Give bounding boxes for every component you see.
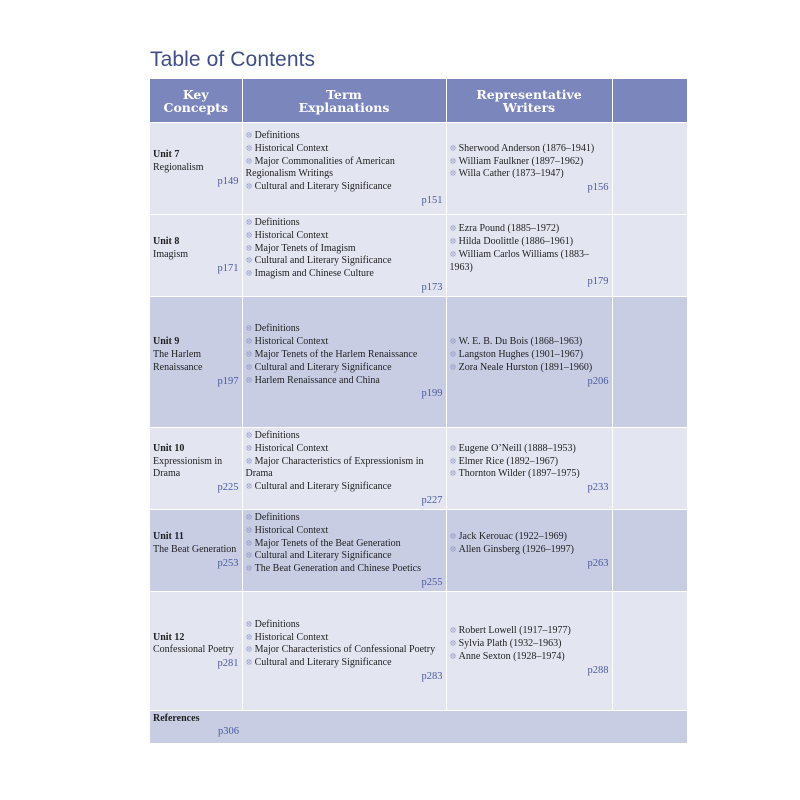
terms-page-link[interactable]: p227 bbox=[421, 494, 443, 506]
header-key-concepts-line2: Concepts bbox=[163, 99, 228, 115]
term-item bbox=[246, 644, 443, 657]
writer-item bbox=[450, 236, 609, 249]
writer-text: Hilda Doolittle (1886–1961) bbox=[458, 236, 574, 248]
writer-text: Allen Ginsberg (1926–1997) bbox=[458, 543, 574, 555]
writer-text: Jack Kerouac (1922–1969) bbox=[458, 531, 567, 543]
bullet-icon: ❊ bbox=[449, 626, 457, 637]
bullet-icon: ❊ bbox=[449, 532, 457, 543]
unit-cell bbox=[150, 591, 242, 710]
terms-cell bbox=[242, 296, 446, 427]
term-item bbox=[246, 130, 443, 143]
references-page-link[interactable]: p306 bbox=[218, 725, 239, 737]
writer-text: Ezra Pound (1885–1972) bbox=[458, 223, 560, 235]
writers-list bbox=[450, 143, 609, 181]
term-item bbox=[246, 156, 443, 182]
term-text: Historical Context bbox=[254, 336, 329, 348]
term-text: Major Tenets of the Harlem Renaissance bbox=[254, 349, 418, 361]
writer-item bbox=[450, 651, 609, 664]
term-item bbox=[246, 550, 443, 563]
writer-item bbox=[450, 143, 609, 156]
term-text: Major Characteristics of Expressionism in Drama bbox=[245, 455, 424, 480]
term-text: Definitions bbox=[254, 217, 300, 228]
unit-number: Unit 10 bbox=[153, 442, 185, 454]
bullet-icon: ❊ bbox=[449, 469, 457, 480]
header-term-explanations bbox=[242, 79, 446, 123]
term-text: Historical Context bbox=[254, 142, 329, 154]
empty-cell bbox=[612, 296, 687, 427]
writer-item bbox=[450, 223, 609, 236]
unit-page-link[interactable]: p225 bbox=[217, 482, 239, 494]
term-text: Definitions bbox=[254, 130, 300, 141]
unit-number: Unit 8 bbox=[153, 236, 180, 248]
term-item bbox=[246, 323, 443, 336]
toc-table bbox=[150, 79, 687, 743]
writer-text: Elmer Rice (1892–1967) bbox=[458, 455, 559, 467]
term-text: Definitions bbox=[254, 618, 300, 630]
term-item bbox=[246, 538, 443, 551]
bullet-icon: ❊ bbox=[245, 632, 253, 643]
references-label: References bbox=[153, 712, 200, 724]
term-text: Major Tenets of Imagism bbox=[254, 242, 356, 254]
term-item bbox=[246, 563, 443, 576]
writer-text: Anne Sexton (1928–1974) bbox=[458, 650, 565, 662]
terms-list bbox=[246, 130, 443, 194]
writer-text: Sherwood Anderson (1876–1941) bbox=[458, 142, 595, 154]
unit-name: Regionalism bbox=[153, 162, 204, 173]
bullet-icon: ❊ bbox=[245, 324, 253, 335]
header-row bbox=[150, 79, 687, 123]
references-cell bbox=[150, 710, 687, 743]
terms-page-link[interactable]: p283 bbox=[421, 671, 443, 683]
bullet-icon: ❊ bbox=[245, 482, 253, 493]
terms-page-link[interactable]: p151 bbox=[421, 194, 443, 206]
bullet-icon: ❊ bbox=[449, 143, 457, 154]
writer-item bbox=[450, 336, 609, 349]
bullet-icon: ❊ bbox=[449, 337, 457, 348]
unit-number: Unit 12 bbox=[153, 631, 185, 643]
bullet-icon: ❊ bbox=[449, 224, 457, 235]
terms-list bbox=[246, 512, 443, 576]
terms-cell bbox=[242, 123, 446, 215]
term-text: Cultural and Literary Significance bbox=[254, 550, 392, 562]
bullet-icon: ❊ bbox=[245, 350, 253, 361]
writer-item bbox=[450, 349, 609, 362]
writers-cell bbox=[446, 427, 612, 509]
writers-list bbox=[450, 443, 609, 481]
unit-name: The Harlem Renaissance bbox=[153, 349, 203, 373]
bullet-icon: ❊ bbox=[245, 512, 253, 523]
header-writers-line1: Representative bbox=[476, 86, 582, 102]
terms-cell bbox=[242, 509, 446, 591]
bullet-icon: ❊ bbox=[245, 230, 253, 241]
unit-cell bbox=[150, 215, 242, 297]
writers-page-link[interactable]: p233 bbox=[587, 482, 609, 494]
term-text: Major Commonalities of American Regionalism Writings bbox=[245, 155, 395, 180]
writer-text: W. E. B. Du Bois (1868–1963) bbox=[458, 336, 583, 348]
bullet-icon: ❊ bbox=[245, 551, 253, 562]
header-empty bbox=[612, 79, 687, 123]
header-key-concepts-line1: Key bbox=[182, 86, 209, 102]
term-item bbox=[246, 143, 443, 156]
term-item bbox=[246, 362, 443, 375]
writer-item bbox=[450, 531, 609, 544]
header-term-line2: Explanations bbox=[298, 99, 390, 115]
empty-cell bbox=[612, 427, 687, 509]
bullet-icon: ❊ bbox=[245, 564, 253, 575]
writer-item bbox=[450, 156, 609, 169]
term-item bbox=[246, 349, 443, 362]
term-text: Imagism and Chinese Culture bbox=[254, 268, 374, 280]
unit-cell bbox=[150, 427, 242, 509]
bullet-icon: ❊ bbox=[449, 443, 457, 454]
bullet-icon: ❊ bbox=[245, 143, 253, 154]
term-item bbox=[246, 255, 443, 268]
unit-page-link[interactable]: p197 bbox=[217, 375, 239, 387]
term-item bbox=[246, 619, 443, 632]
empty-cell bbox=[612, 215, 687, 297]
term-item bbox=[246, 481, 443, 494]
term-text: The Beat Generation and Chinese Poetics bbox=[254, 563, 421, 575]
terms-cell bbox=[242, 215, 446, 297]
unit-row bbox=[150, 123, 687, 215]
term-item bbox=[246, 525, 443, 538]
unit-cell bbox=[150, 509, 242, 591]
unit-page-link[interactable]: p281 bbox=[217, 658, 239, 670]
bullet-icon: ❊ bbox=[449, 156, 457, 167]
term-text: Historical Context bbox=[254, 524, 329, 536]
terms-list bbox=[246, 430, 443, 494]
term-text: Cultural and Literary Significance bbox=[254, 657, 392, 669]
term-text: Harlem Renaissance and China bbox=[254, 374, 380, 386]
terms-list bbox=[246, 619, 443, 670]
unit-name: Imagism bbox=[153, 248, 188, 260]
term-text: Definitions bbox=[254, 511, 300, 523]
term-item bbox=[246, 181, 443, 194]
term-item bbox=[246, 268, 443, 281]
writers-cell bbox=[446, 215, 612, 297]
writers-page-link[interactable]: p206 bbox=[587, 375, 609, 387]
unit-cell bbox=[150, 123, 242, 215]
writer-item bbox=[450, 638, 609, 651]
term-item bbox=[246, 632, 443, 645]
writer-text: Langston Hughes (1901–1967) bbox=[458, 349, 584, 361]
unit-row bbox=[150, 509, 687, 591]
term-text: Cultural and Literary Significance bbox=[254, 255, 392, 267]
header-writers-line2: Writers bbox=[502, 99, 556, 115]
term-item bbox=[246, 657, 443, 670]
writers-list bbox=[450, 531, 609, 557]
unit-name: Expressionism in Drama bbox=[153, 455, 223, 480]
header-term-line1: Term bbox=[326, 86, 362, 102]
writer-item bbox=[450, 625, 609, 638]
writer-text: Robert Lowell (1917–1977) bbox=[458, 625, 571, 637]
writer-item bbox=[450, 544, 609, 557]
bullet-icon: ❊ bbox=[245, 456, 253, 467]
term-item bbox=[246, 243, 443, 256]
term-text: Major Characteristics of Confessional Poetry bbox=[254, 644, 436, 656]
bullet-icon: ❊ bbox=[245, 182, 253, 193]
terms-cell bbox=[242, 591, 446, 710]
unit-page-link[interactable]: p171 bbox=[217, 262, 239, 274]
terms-page-link[interactable]: p173 bbox=[421, 281, 443, 293]
bullet-icon: ❊ bbox=[449, 350, 457, 361]
writers-cell bbox=[446, 591, 612, 710]
bullet-icon: ❊ bbox=[245, 430, 253, 441]
bullet-icon: ❊ bbox=[449, 544, 457, 555]
bullet-icon: ❊ bbox=[449, 651, 457, 662]
bullet-icon: ❊ bbox=[245, 256, 253, 267]
writers-page-link[interactable]: p288 bbox=[587, 664, 609, 676]
writers-list bbox=[450, 336, 609, 374]
term-text: Major Tenets of the Beat Generation bbox=[254, 537, 401, 549]
unit-number: Unit 7 bbox=[153, 149, 180, 161]
writers-cell bbox=[446, 123, 612, 215]
term-text: Cultural and Literary Significance bbox=[254, 181, 392, 193]
unit-cell bbox=[150, 296, 242, 427]
bullet-icon: ❊ bbox=[449, 169, 457, 180]
terms-page-link[interactable]: p199 bbox=[421, 388, 443, 400]
writer-item bbox=[450, 443, 609, 456]
term-item bbox=[246, 375, 443, 388]
term-item bbox=[246, 456, 443, 482]
writer-text: Thornton Wilder (1897–1975) bbox=[458, 468, 580, 480]
terms-list bbox=[246, 217, 443, 281]
bullet-icon: ❊ bbox=[245, 269, 253, 280]
page-title: Table of Contents bbox=[150, 48, 316, 71]
unit-number: Unit 9 bbox=[153, 336, 180, 348]
unit-row bbox=[150, 296, 687, 427]
writers-page-link[interactable]: p263 bbox=[587, 557, 609, 569]
bullet-icon: ❊ bbox=[449, 237, 457, 248]
writer-item bbox=[450, 456, 609, 469]
unit-page-link[interactable]: p149 bbox=[217, 175, 239, 187]
bullet-icon: ❊ bbox=[245, 337, 253, 348]
header-key-concepts bbox=[150, 79, 242, 123]
term-item bbox=[246, 430, 443, 443]
term-text: Cultural and Literary Significance bbox=[254, 481, 392, 493]
unit-row bbox=[150, 215, 687, 297]
term-text: Historical Context bbox=[254, 631, 329, 643]
bullet-icon: ❊ bbox=[245, 131, 253, 141]
bullet-icon: ❊ bbox=[245, 525, 253, 536]
writer-text: Eugene O’Neill (1888–1953) bbox=[458, 442, 576, 454]
unit-row bbox=[150, 591, 687, 710]
writers-cell bbox=[446, 296, 612, 427]
bullet-icon: ❊ bbox=[245, 645, 253, 656]
writer-item bbox=[450, 168, 609, 181]
bullet-icon: ❊ bbox=[449, 362, 457, 373]
writers-list bbox=[450, 223, 609, 274]
writer-item bbox=[450, 468, 609, 481]
writers-list bbox=[450, 625, 609, 663]
writer-text: William Faulkner (1897–1962) bbox=[458, 155, 584, 167]
empty-cell bbox=[612, 591, 687, 710]
writer-text: Sylvia Plath (1932–1963) bbox=[458, 638, 562, 650]
bullet-icon: ❊ bbox=[245, 375, 253, 386]
terms-cell bbox=[242, 427, 446, 509]
writer-text: Willa Cather (1873–1947) bbox=[458, 168, 564, 180]
term-item bbox=[246, 512, 443, 525]
bullet-icon: ❊ bbox=[449, 249, 457, 260]
header-representative-writers bbox=[446, 79, 612, 123]
bullet-icon: ❊ bbox=[245, 443, 253, 454]
empty-cell bbox=[612, 123, 687, 215]
writers-page-link[interactable]: p179 bbox=[587, 275, 609, 287]
unit-name: The Beat Generation bbox=[153, 543, 237, 555]
writers-cell bbox=[446, 509, 612, 591]
terms-page-link[interactable]: p255 bbox=[421, 576, 443, 588]
bullet-icon: ❊ bbox=[245, 619, 253, 630]
unit-row bbox=[150, 427, 687, 509]
references-row bbox=[150, 710, 687, 743]
term-text: Historical Context bbox=[254, 442, 329, 454]
term-text: Definitions bbox=[254, 323, 300, 335]
unit-name: Confessional Poetry bbox=[153, 644, 234, 656]
bullet-icon: ❊ bbox=[245, 218, 253, 228]
empty-cell bbox=[612, 509, 687, 591]
writer-text: Zora Neale Hurston (1891–1960) bbox=[458, 361, 593, 373]
writers-page-link[interactable]: p156 bbox=[587, 182, 609, 194]
bullet-icon: ❊ bbox=[449, 456, 457, 467]
term-text: Definitions bbox=[254, 429, 300, 441]
unit-number: Unit 11 bbox=[153, 531, 184, 543]
bullet-icon: ❊ bbox=[449, 639, 457, 650]
unit-page-link[interactable]: p253 bbox=[217, 557, 239, 569]
term-item bbox=[246, 230, 443, 243]
term-text: Historical Context bbox=[254, 229, 329, 241]
terms-list bbox=[246, 323, 443, 387]
term-item bbox=[246, 443, 443, 456]
bullet-icon: ❊ bbox=[245, 243, 253, 254]
bullet-icon: ❊ bbox=[245, 538, 253, 549]
writer-item bbox=[450, 249, 609, 275]
bullet-icon: ❊ bbox=[245, 362, 253, 373]
bullet-icon: ❊ bbox=[245, 658, 253, 669]
writer-text: William Carlos Williams (1883–1963) bbox=[449, 248, 590, 273]
bullet-icon: ❊ bbox=[245, 156, 253, 167]
writer-item bbox=[450, 362, 609, 375]
term-text: Cultural and Literary Significance bbox=[254, 361, 392, 373]
term-item bbox=[246, 336, 443, 349]
term-item bbox=[246, 217, 443, 230]
